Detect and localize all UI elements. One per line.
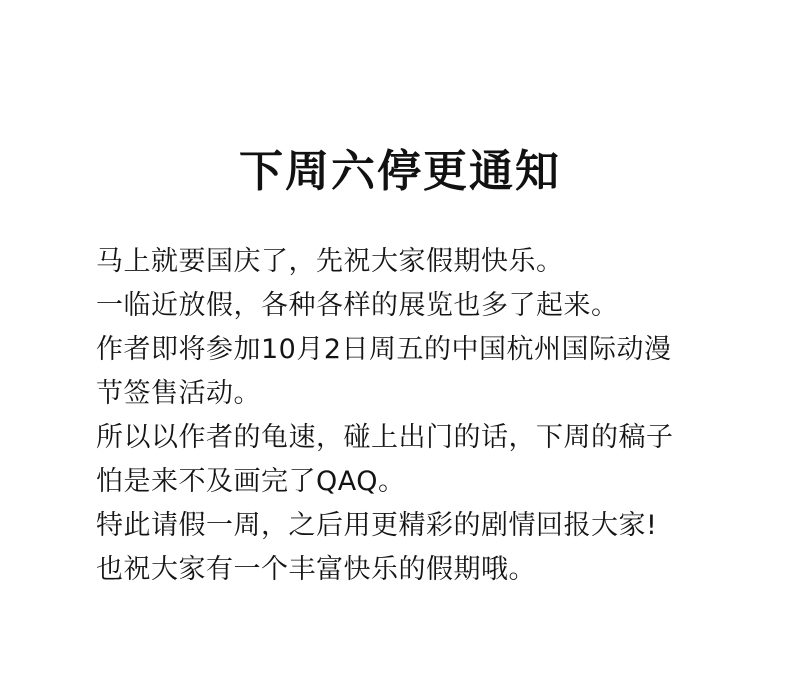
body-line: 也祝大家有一个丰富快乐的假期哦。	[96, 554, 536, 585]
body-line: 节签售活动。	[96, 378, 261, 409]
page-title: 下周六停更通知	[239, 146, 561, 197]
body-line: 马上就要国庆了，先祝大家假期快乐。	[96, 246, 564, 277]
body-line: 一临近放假，各种各样的展览也多了起来。	[96, 290, 619, 321]
body-line: 作者即将参加10月2日周五的中国杭州国际动漫	[96, 334, 672, 365]
body-line: 所以以作者的龟速，碰上出门的话，下周的稿子	[96, 422, 674, 453]
notice-body	[96, 240, 756, 592]
body-line: 特此请假一周，之后用更精彩的剧情回报大家!	[96, 510, 658, 541]
body-line: 怕是来不及画完了QAQ。	[96, 466, 406, 497]
